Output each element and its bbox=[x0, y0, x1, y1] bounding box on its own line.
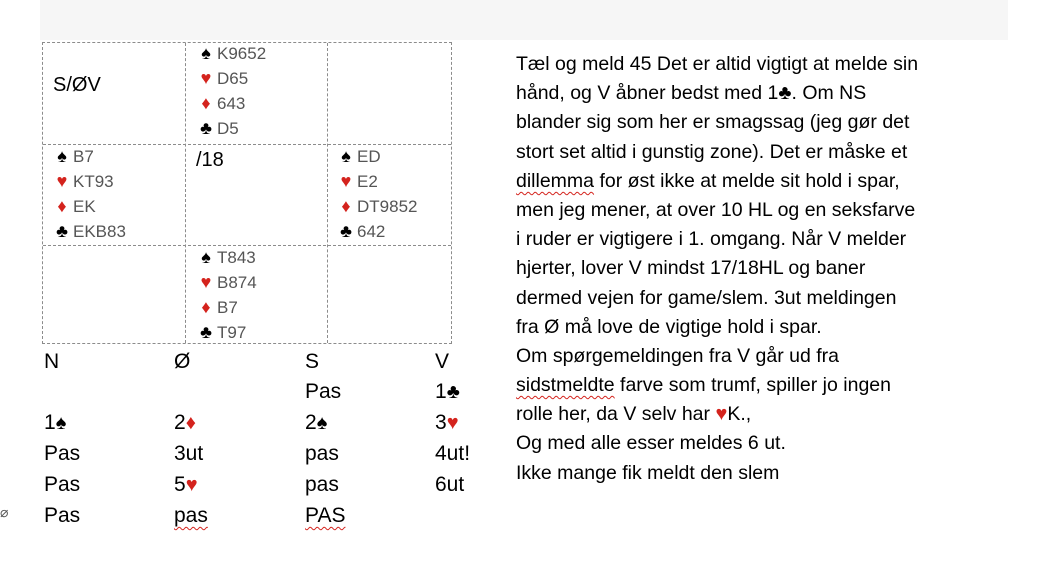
text-line: i ruder er vigtigere i 1. omgang. Når V melder bbox=[516, 228, 907, 251]
hcp-label: /18 bbox=[196, 149, 224, 171]
grid-divider bbox=[185, 43, 186, 343]
east-hand bbox=[335, 144, 417, 244]
heart-icon: ♥ bbox=[185, 474, 198, 496]
text-line: dillemma for øst ikke at melde sit hold i spar, bbox=[516, 169, 900, 192]
diamond-icon: ♦ bbox=[185, 412, 196, 434]
north-hand bbox=[195, 41, 266, 141]
bid-cell: pas bbox=[305, 442, 339, 465]
text-line: hånd, og V åbner bedst med 1♣. Om NS bbox=[516, 79, 1016, 108]
north-diamonds: 643 bbox=[217, 94, 246, 113]
bid-cell: Pas bbox=[44, 442, 81, 465]
south-spades: T843 bbox=[217, 248, 256, 267]
bid-cell: pas bbox=[174, 504, 208, 527]
bid-cell: 2♠ bbox=[305, 411, 328, 434]
bid-cell: 5♥ bbox=[174, 473, 198, 496]
east-spades: ED bbox=[357, 147, 381, 166]
club-icon: ♣ bbox=[446, 381, 460, 403]
bid-cell: 6ut bbox=[435, 473, 465, 496]
bid-cell: 2♦ bbox=[174, 411, 196, 434]
north-hearts: D65 bbox=[217, 69, 249, 88]
bid-cell: 4ut! bbox=[435, 442, 471, 465]
heart-icon: ♥ bbox=[200, 68, 212, 88]
south-hearts: B874 bbox=[217, 273, 257, 292]
diamond-icon: ♦ bbox=[201, 93, 211, 113]
misspelled-word: dillemma bbox=[516, 169, 595, 192]
text-line: dermed vejen for game/slem. 3ut meldingen bbox=[516, 286, 897, 309]
misspelled-word: sidstmeldte bbox=[516, 374, 615, 397]
spade-icon: ♠ bbox=[55, 412, 67, 434]
dealer-vulnerability: S/ØV bbox=[53, 74, 101, 96]
west-hand bbox=[51, 144, 126, 244]
heart-icon: ♥ bbox=[715, 403, 728, 426]
text-line: stort set altid i gunstig zone). Det er måske et bbox=[516, 140, 908, 163]
text-line: hjerter, lover V mindst 17/18HL og baner bbox=[516, 257, 866, 280]
text-line: Om spørgemeldingen fra V går ud fra bbox=[516, 344, 839, 367]
bid-cell: pas bbox=[305, 473, 339, 496]
east-diamonds: DT9852 bbox=[357, 197, 418, 216]
text-line: Og med alle esser meldes 6 ut. bbox=[516, 432, 786, 455]
spade-icon: ♠ bbox=[57, 146, 67, 166]
club-icon: ♣ bbox=[56, 221, 68, 241]
west-clubs: EKB83 bbox=[73, 222, 126, 241]
north-spades: K9652 bbox=[217, 44, 267, 63]
bid-cell: 1♣ bbox=[435, 380, 460, 403]
commentary-paragraph bbox=[516, 50, 1016, 488]
deal-diagram bbox=[42, 42, 452, 344]
text-line: fra Ø må love de vigtige hold i spar. bbox=[516, 315, 822, 338]
bid-header-e: Ø bbox=[174, 350, 191, 373]
east-clubs: 642 bbox=[357, 222, 386, 241]
bid-cell: Pas bbox=[44, 473, 81, 496]
bid-header-w: V bbox=[435, 350, 450, 373]
bid-cell: PAS bbox=[305, 504, 346, 527]
bid-cell: Pas bbox=[44, 504, 81, 527]
east-hearts: E2 bbox=[357, 172, 378, 191]
text-line: men jeg mener, at over 10 HL og en seksfarve bbox=[516, 198, 916, 221]
diamond-icon: ♦ bbox=[341, 196, 351, 216]
diamond-icon: ♦ bbox=[201, 297, 211, 317]
bid-header-s: S bbox=[305, 350, 320, 373]
club-icon: ♣ bbox=[778, 82, 792, 105]
heart-icon: ♥ bbox=[340, 171, 352, 191]
club-icon: ♣ bbox=[340, 221, 352, 241]
west-hearts: KT93 bbox=[73, 172, 114, 191]
spade-icon: ♠ bbox=[341, 146, 351, 166]
text-line: Ikke mange fik meldt den slem bbox=[516, 461, 780, 484]
spade-icon: ♠ bbox=[201, 43, 211, 63]
heart-icon: ♥ bbox=[446, 412, 459, 434]
spade-icon: ♠ bbox=[316, 412, 328, 434]
anchor-icon: ⌀ bbox=[0, 504, 9, 520]
west-diamonds: EK bbox=[73, 197, 96, 216]
text-line: sidstmeldte farve som trumf, spiller jo ingen bbox=[516, 374, 891, 397]
grid-divider bbox=[327, 43, 328, 343]
text-line: blander sig som her er smagssag (jeg gør det bbox=[516, 111, 910, 134]
club-icon: ♣ bbox=[200, 118, 212, 138]
bid-cell: 3ut bbox=[174, 442, 204, 465]
south-hand bbox=[195, 245, 257, 345]
north-clubs: D5 bbox=[217, 119, 239, 138]
spade-icon: ♠ bbox=[201, 247, 211, 267]
diamond-icon: ♦ bbox=[57, 196, 67, 216]
heart-icon: ♥ bbox=[56, 171, 68, 191]
south-clubs: T97 bbox=[217, 323, 247, 342]
bid-cell: 3♥ bbox=[435, 411, 459, 434]
bid-cell: Pas bbox=[305, 380, 342, 403]
top-bar bbox=[40, 0, 1008, 40]
text-line: rolle her, da V selv har ♥K., bbox=[516, 400, 1016, 429]
south-diamonds: B7 bbox=[217, 298, 238, 317]
bid-header-n: N bbox=[44, 350, 60, 373]
text-line: Tæl og meld 45 Det er altid vigtigt at melde sin bbox=[516, 53, 919, 75]
heart-icon: ♥ bbox=[200, 272, 212, 292]
club-icon: ♣ bbox=[200, 322, 212, 342]
west-spades: B7 bbox=[73, 147, 94, 166]
bid-cell: 1♠ bbox=[44, 411, 67, 434]
